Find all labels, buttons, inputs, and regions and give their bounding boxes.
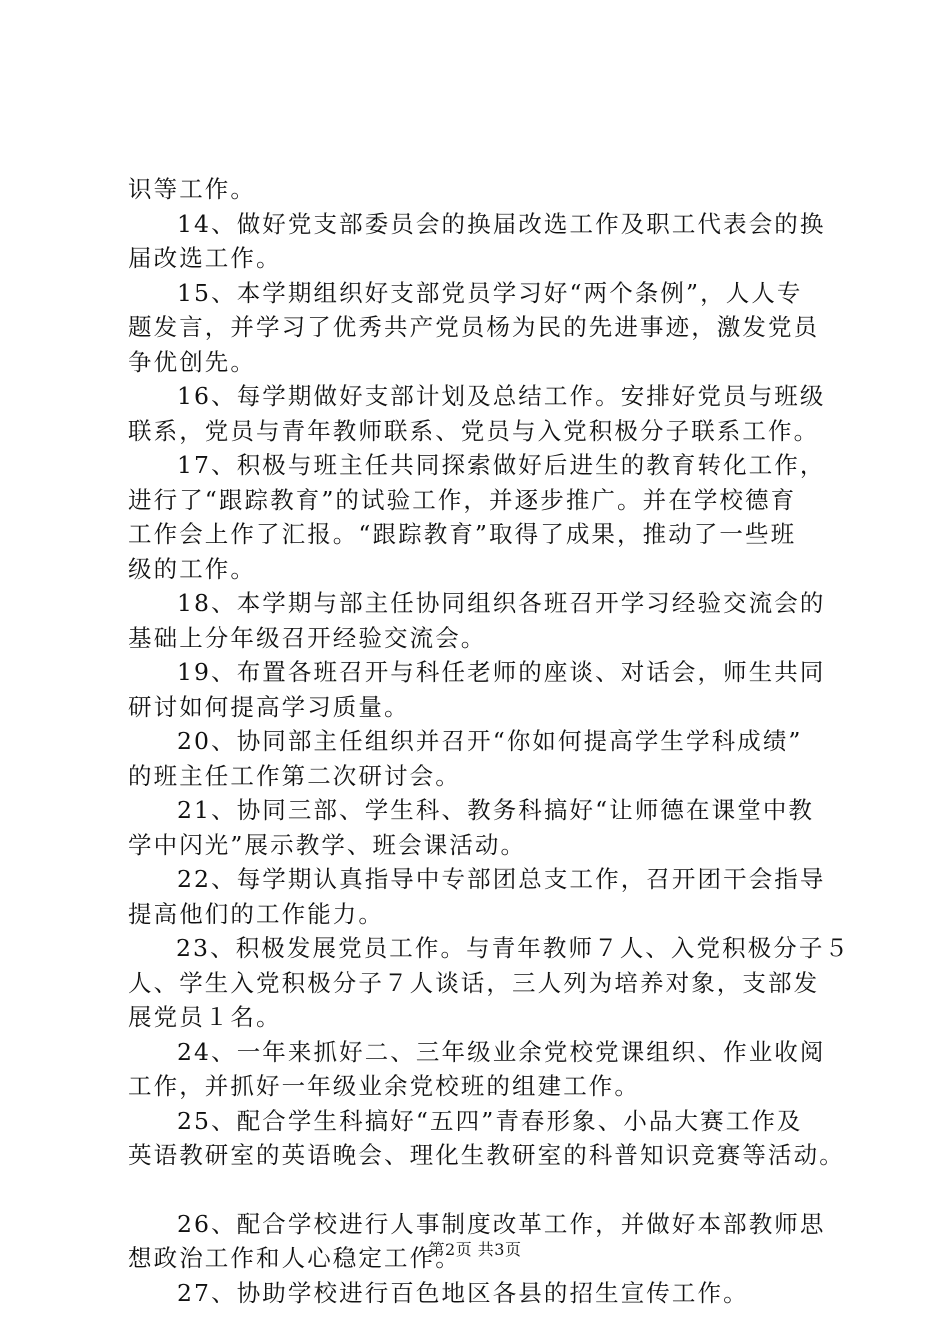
- text-line: 争优创先。: [128, 347, 256, 376]
- text-line: 展党员１名。: [128, 1003, 282, 1031]
- text-line: 27、协助学校进行百色地区各县的招生宣传工作。: [177, 1278, 749, 1307]
- paragraph-23: [128, 931, 851, 1035]
- paragraph-16: [128, 379, 848, 448]
- text-line: 人、学生入党积极分子７人谈话，三人列为培养对象，支部发: [128, 968, 820, 997]
- paragraph-14: [128, 207, 848, 276]
- paragraph-20: [128, 724, 848, 793]
- paragraph-18: [128, 586, 848, 655]
- text-line: 20、协同部主任组织并召开“你如何提高学生学科成绩”: [177, 727, 803, 755]
- text-line: 26、配合学校进行人事制度改革工作，并做好本部教师思: [177, 1209, 826, 1238]
- text-line: 21、协同三部、学生科、教务科搞好“让师德在课堂中教: [177, 796, 815, 824]
- paragraph-15: [128, 276, 848, 380]
- text-line: 25、配合学生科搞好“五四”青春形象、小品大赛工作及: [177, 1106, 803, 1135]
- text-line: 工作，并抓好一年级业余党校班的组建工作。: [128, 1072, 640, 1100]
- text-line: 15、本学期组织好支部党员学习好“两个条例”，人人专: [177, 278, 803, 307]
- text-line: 届改选工作。: [128, 244, 282, 272]
- paragraph-27: [128, 1276, 848, 1311]
- text-line: 的班主任工作第二次研讨会。: [128, 761, 461, 790]
- text-line: 学中闪光”展示教学、班会课活动。: [128, 830, 527, 859]
- text-line: 级的工作。: [128, 554, 256, 583]
- text-line: 进行了“跟踪教育”的试验工作，并逐步推广。并在学校德育: [128, 485, 797, 514]
- text-line: 提高他们的工作能力。: [128, 899, 384, 928]
- paragraph-13-tail: [128, 172, 848, 207]
- blank-line: [128, 1173, 848, 1207]
- paragraph-25: [128, 1104, 848, 1173]
- paragraph-17: [128, 448, 848, 586]
- paragraph-19: [128, 655, 848, 724]
- text-line: 识等工作。: [128, 175, 256, 203]
- text-line: 23、积极发展党员工作。与青年教师７人、入党积极分子５: [176, 934, 851, 962]
- text-line: 英语教研室的英语晚会、理化生教研室的科普知识竞赛等活动。: [128, 1141, 845, 1169]
- text-line: 24、一年来抓好二、三年级业余党校党课组织、作业收阅: [177, 1037, 826, 1066]
- paragraph-24: [128, 1035, 848, 1104]
- paragraph-21: [128, 793, 848, 862]
- text-line: 基础上分年级召开经验交流会。: [128, 623, 487, 652]
- text-line: 16、每学期做好支部计划及总结工作。安排好党员与班级: [177, 382, 826, 410]
- text-line: 研讨如何提高学习质量。: [128, 692, 410, 721]
- text-line: 题发言，并学习了优秀共产党员杨为民的先进事迹，激发党员: [128, 313, 820, 341]
- document-body: [128, 172, 851, 1310]
- text-line: 联系，党员与青年教师联系、党员与入党积极分子联系工作。: [128, 416, 820, 445]
- text-line: 14、做好党支部委员会的换届改选工作及职工代表会的换: [177, 209, 826, 238]
- text-line: 想政治工作和人心稳定工作。: [128, 1244, 461, 1272]
- text-line: 19、布置各班召开与科任老师的座谈、对话会，师生共同: [177, 658, 826, 686]
- text-line: 18、本学期与部主任协同组织各班召开学习经验交流会的: [177, 589, 826, 617]
- text-line: 22、每学期认真指导中专部团总支工作，召开团干会指导: [177, 865, 826, 893]
- page-number-footer: 第2页 共3页: [428, 1240, 522, 1259]
- text-line: 工作会上作了汇报。“跟踪教育”取得了成果，推动了一些班: [128, 520, 797, 548]
- text-line: 17、积极与班主任共同探索做好后进生的教育转化工作，: [177, 451, 826, 479]
- paragraph-22: [128, 862, 848, 931]
